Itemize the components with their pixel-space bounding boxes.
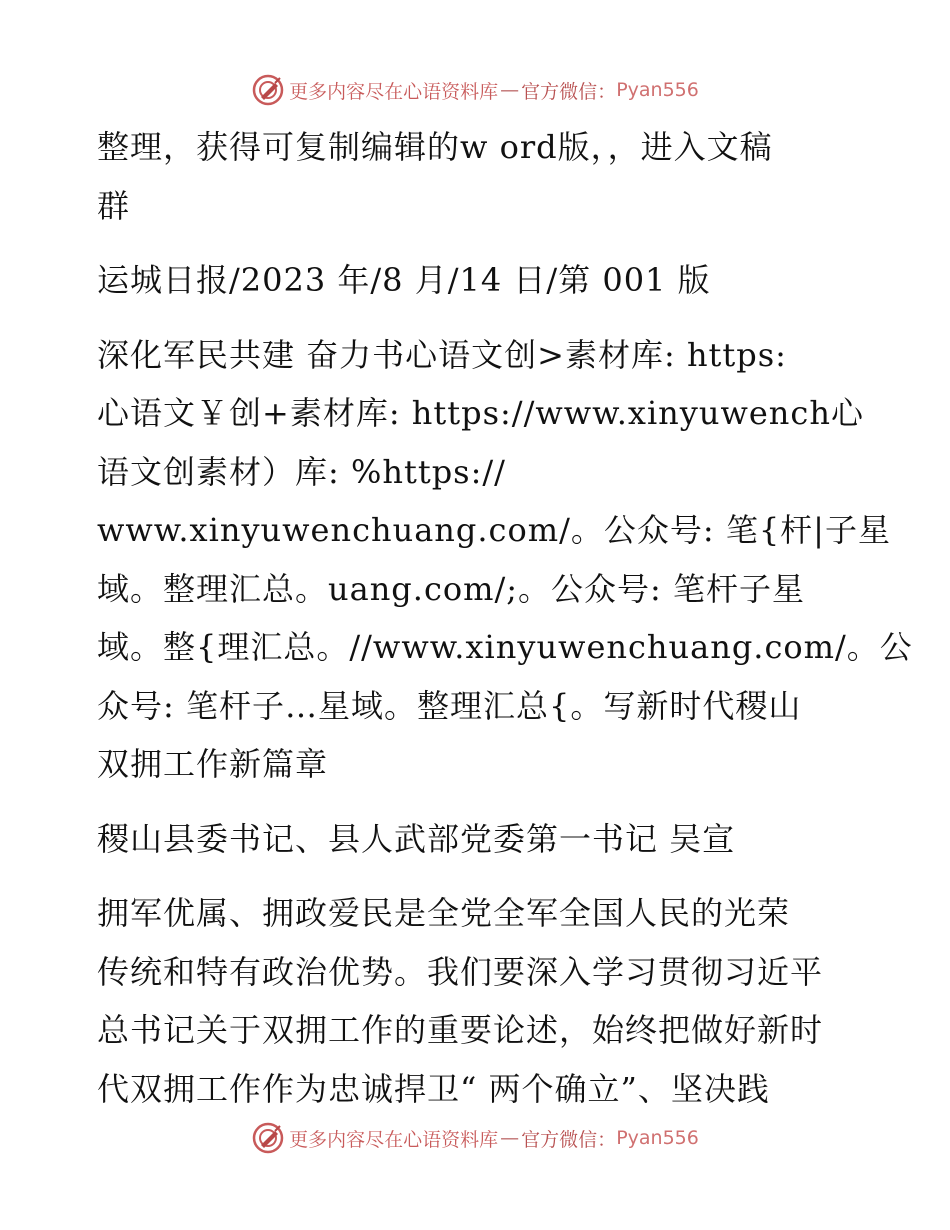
banner-wechat-id: Pyan556 xyxy=(616,1127,699,1149)
brand-logo-icon xyxy=(251,73,285,107)
banner-promo-text: 更多内容尽在心语资料库 xyxy=(289,1128,499,1151)
banner-official-label: 官方微信： xyxy=(521,80,617,103)
text-line: 语文创素材）库: %https:// xyxy=(97,452,506,491)
text-line: 总书记关于双拥工作的重要论述，始终把做好新时 xyxy=(97,1011,824,1049)
text-line: 域。整理汇总。uang.com/;。公众号: 笔杆子星 xyxy=(97,569,806,608)
document-body xyxy=(97,118,913,1134)
brand-logo-icon xyxy=(251,1121,285,1155)
text-line: 整理，获得可复制编辑的w ord版，，进入文稿 xyxy=(97,128,773,166)
text-line: 双拥工作新篇章 xyxy=(97,745,329,783)
text-line: 运城日报/2023 年/8 月/14 日/第 001 版 xyxy=(97,261,711,299)
text-line: 域。整{理汇总。//www.xinyuwenchuang.com/。公 xyxy=(97,628,913,666)
intro-paragraph xyxy=(97,118,857,235)
banner-wechat-id: Pyan556 xyxy=(616,79,699,101)
banner-separator: — xyxy=(500,1127,520,1149)
text-line: 深化军民共建 奋力书心语文创>素材库: https: xyxy=(97,335,787,374)
banner-official-label: 官方微信： xyxy=(521,1128,617,1151)
title-block xyxy=(97,326,913,794)
text-line: www.xinyuwenchuang.com/。公众号: 笔{杆|子星 xyxy=(97,511,891,549)
text-line: 众号: 笔杆子…星域。整理汇总{。写新时代稷山 xyxy=(97,686,802,725)
text-line: 拥军优属、拥政爱民是全党全军全国人民的光荣 xyxy=(97,894,791,932)
banner-promo-text: 更多内容尽在心语资料库 xyxy=(289,80,499,103)
body-paragraph xyxy=(97,884,857,1118)
text-line: 代双拥工作作为忠诚捍卫“ 两个确立”、坚决践 xyxy=(97,1069,770,1108)
footer-banner xyxy=(0,1118,950,1158)
text-line: 稷山县委书记、县人武部党委第一书记 吴宣 xyxy=(97,819,736,858)
text-line: 群 xyxy=(97,186,131,225)
author-line xyxy=(97,810,857,869)
source-line xyxy=(97,251,857,310)
header-banner xyxy=(0,70,950,110)
text-line: 传统和特有政治优势。我们要深入学习贯彻习近平 xyxy=(97,952,824,991)
banner-separator: — xyxy=(500,79,520,101)
text-line: 心语文￥创+素材库: https://www.xinyuwench心 xyxy=(97,394,864,432)
